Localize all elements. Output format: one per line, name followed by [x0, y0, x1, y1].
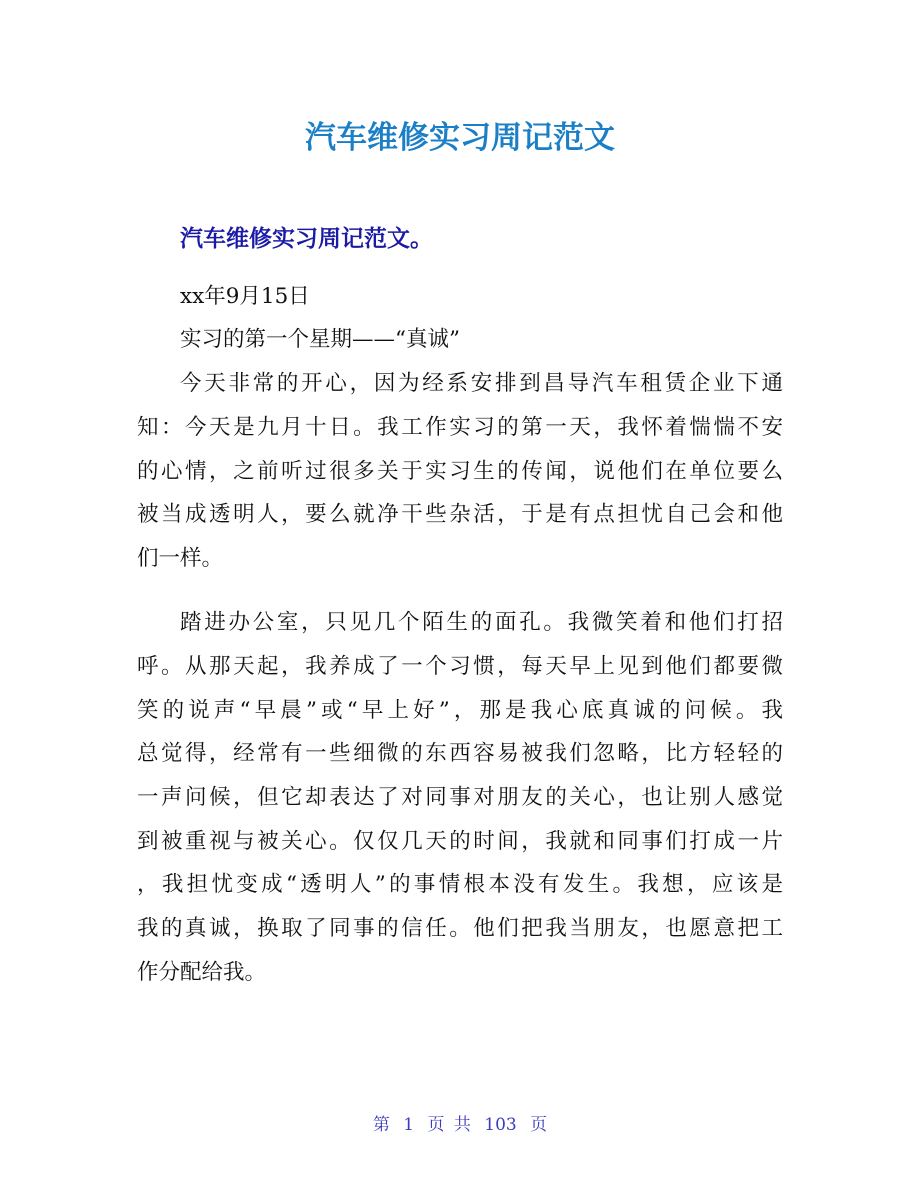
- paragraph-line: 作分配给我。: [137, 960, 267, 985]
- footer-prefix: 第: [372, 1115, 390, 1135]
- footer-middle: 页 共: [427, 1115, 471, 1135]
- paragraph-line: 知：今天是九月十日。我工作实习的第一天，我怀着惴惴不安: [137, 415, 783, 440]
- paragraph-line: ，我担忧变成“透明人”的事情根本没有发生。我想，应该是: [137, 872, 783, 897]
- paragraph-line: 被当成透明人，要么就净干些杂活，于是有点担忧自己会和他: [137, 502, 783, 527]
- paragraph-line: 我的真诚，换取了同事的信任。他们把我当朋友，也愿意把工: [137, 916, 783, 941]
- paragraph-line: 呼。从那天起，我养成了一个习惯，每天早上见到他们都要微: [137, 654, 783, 679]
- paragraph-line: 们一样。: [137, 546, 224, 571]
- paragraph-line: 踏进办公室，只见几个陌生的面孔。我微笑着和他们打招: [180, 610, 783, 635]
- date-line: xx年9月15日: [180, 284, 310, 309]
- footer-total-pages: 103: [484, 1115, 517, 1135]
- page-footer: [0, 1112, 920, 1138]
- document-title: 汽车维修实习周记范文: [305, 120, 615, 156]
- paragraph-line: 一声问候，但它却表达了对同事对朋友的关心，也让别人感觉: [137, 785, 783, 810]
- paragraph-line: 总觉得，经常有一些细微的东西容易被我们忽略，比方轻轻的: [137, 741, 783, 766]
- footer-page-number: 1: [403, 1115, 415, 1135]
- paragraph-line: 今天非常的开心，因为经系安排到昌导汽车租赁企业下通: [180, 371, 783, 396]
- paragraph-line: 的心情，之前听过很多关于实习生的传闻，说他们在单位要么: [137, 459, 783, 484]
- footer-suffix: 页: [530, 1115, 548, 1135]
- paragraph-line: 笑的说声“早晨”或“早上好”，那是我心底真诚的问候。我: [137, 698, 783, 723]
- document-subtitle: 汽车维修实习周记范文。: [180, 226, 433, 252]
- section-heading: 实习的第一个星期——“真诚”: [180, 327, 460, 352]
- paragraph-line: 到被重视与被关心。仅仅几天的时间，我就和同事们打成一片: [137, 829, 783, 854]
